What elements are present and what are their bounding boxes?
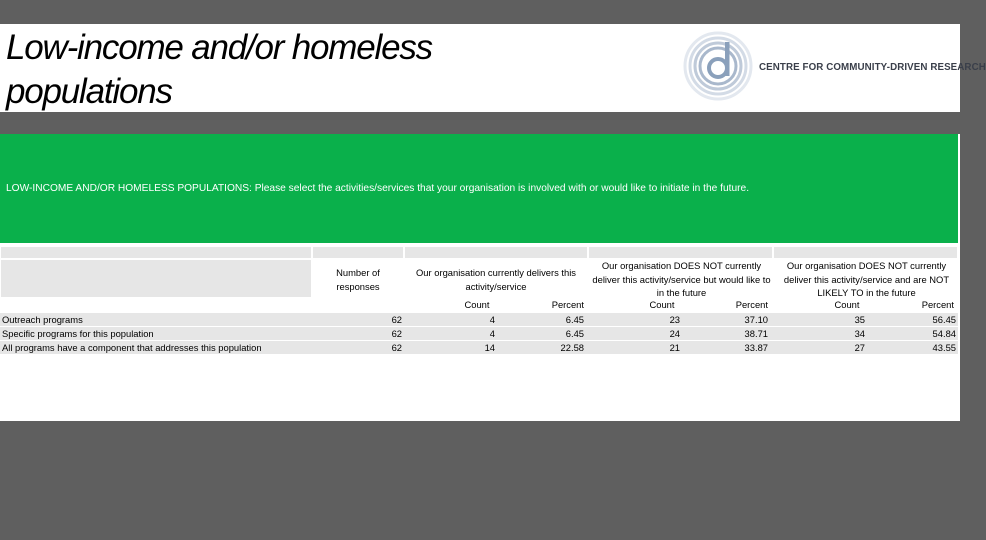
would-like-header: Our organisation DOES NOT currently deliver this activity/service but would like to in the future (592, 260, 771, 298)
percent-value: 6.45 (565, 314, 584, 325)
count-subheader: Count (834, 299, 860, 310)
count-value: 23 (669, 314, 680, 325)
delivers-header: Our organisation currently delivers this activity/service (416, 267, 576, 292)
count-value: 27 (854, 342, 865, 353)
responses-header: Number of responses (336, 267, 380, 292)
header-strip (0, 246, 312, 259)
responses-value: 62 (391, 328, 402, 339)
divider-bar (0, 112, 960, 134)
percent-value: 6.45 (565, 328, 584, 339)
count-value: 4 (489, 314, 495, 325)
count-value: 35 (854, 314, 865, 325)
percent-value: 43.55 (932, 342, 956, 353)
top-bar (0, 0, 960, 24)
header-strip (404, 246, 588, 259)
row-label: Specific programs for this population (2, 328, 154, 339)
slide-title: Low-income and/or homeless populations (6, 28, 432, 111)
label-header (0, 259, 312, 298)
percent-value: 54.84 (932, 328, 956, 339)
percent-subheader: Percent (921, 299, 954, 310)
count-subheader: Count (649, 299, 675, 310)
count-value: 24 (669, 328, 680, 339)
header-strip (773, 246, 958, 259)
row-label: All programs have a component that addresses this population (2, 342, 262, 353)
row-label: Outreach programs (2, 314, 83, 325)
count-value: 14 (484, 342, 495, 353)
percent-value: 37.10 (744, 314, 768, 325)
responses-value: 62 (391, 314, 402, 325)
not-likely-header: Our organisation DOES NOT currently deliver this activity/service and are NOT LIKELY TO in the future (783, 260, 950, 298)
percent-value: 22.58 (560, 342, 584, 353)
header-strip (588, 246, 773, 259)
question-banner (0, 134, 958, 243)
percent-value: 33.87 (744, 342, 768, 353)
percent-subheader: Percent (551, 299, 584, 310)
count-value: 4 (489, 328, 495, 339)
percent-value: 38.71 (744, 328, 768, 339)
percent-subheader: Percent (735, 299, 768, 310)
slide-header (0, 24, 986, 112)
responses-value: 62 (391, 342, 402, 353)
header-strip (312, 246, 404, 259)
percent-value: 56.45 (932, 314, 956, 325)
count-subheader: Count (464, 299, 490, 310)
count-value: 21 (669, 342, 680, 353)
logo-text: CENTRE FOR COMMUNITY-DRIVEN RESEARCH (759, 61, 986, 73)
count-value: 34 (854, 328, 865, 339)
ccdr-logo-icon (682, 30, 754, 102)
question-text: LOW-INCOME AND/OR HOMELESS POPULATIONS: Please select the activities/services that your organisation is involved with or would like to initiate in the future. (6, 183, 750, 194)
bottom-bar (0, 421, 960, 540)
slide-content (0, 134, 960, 421)
